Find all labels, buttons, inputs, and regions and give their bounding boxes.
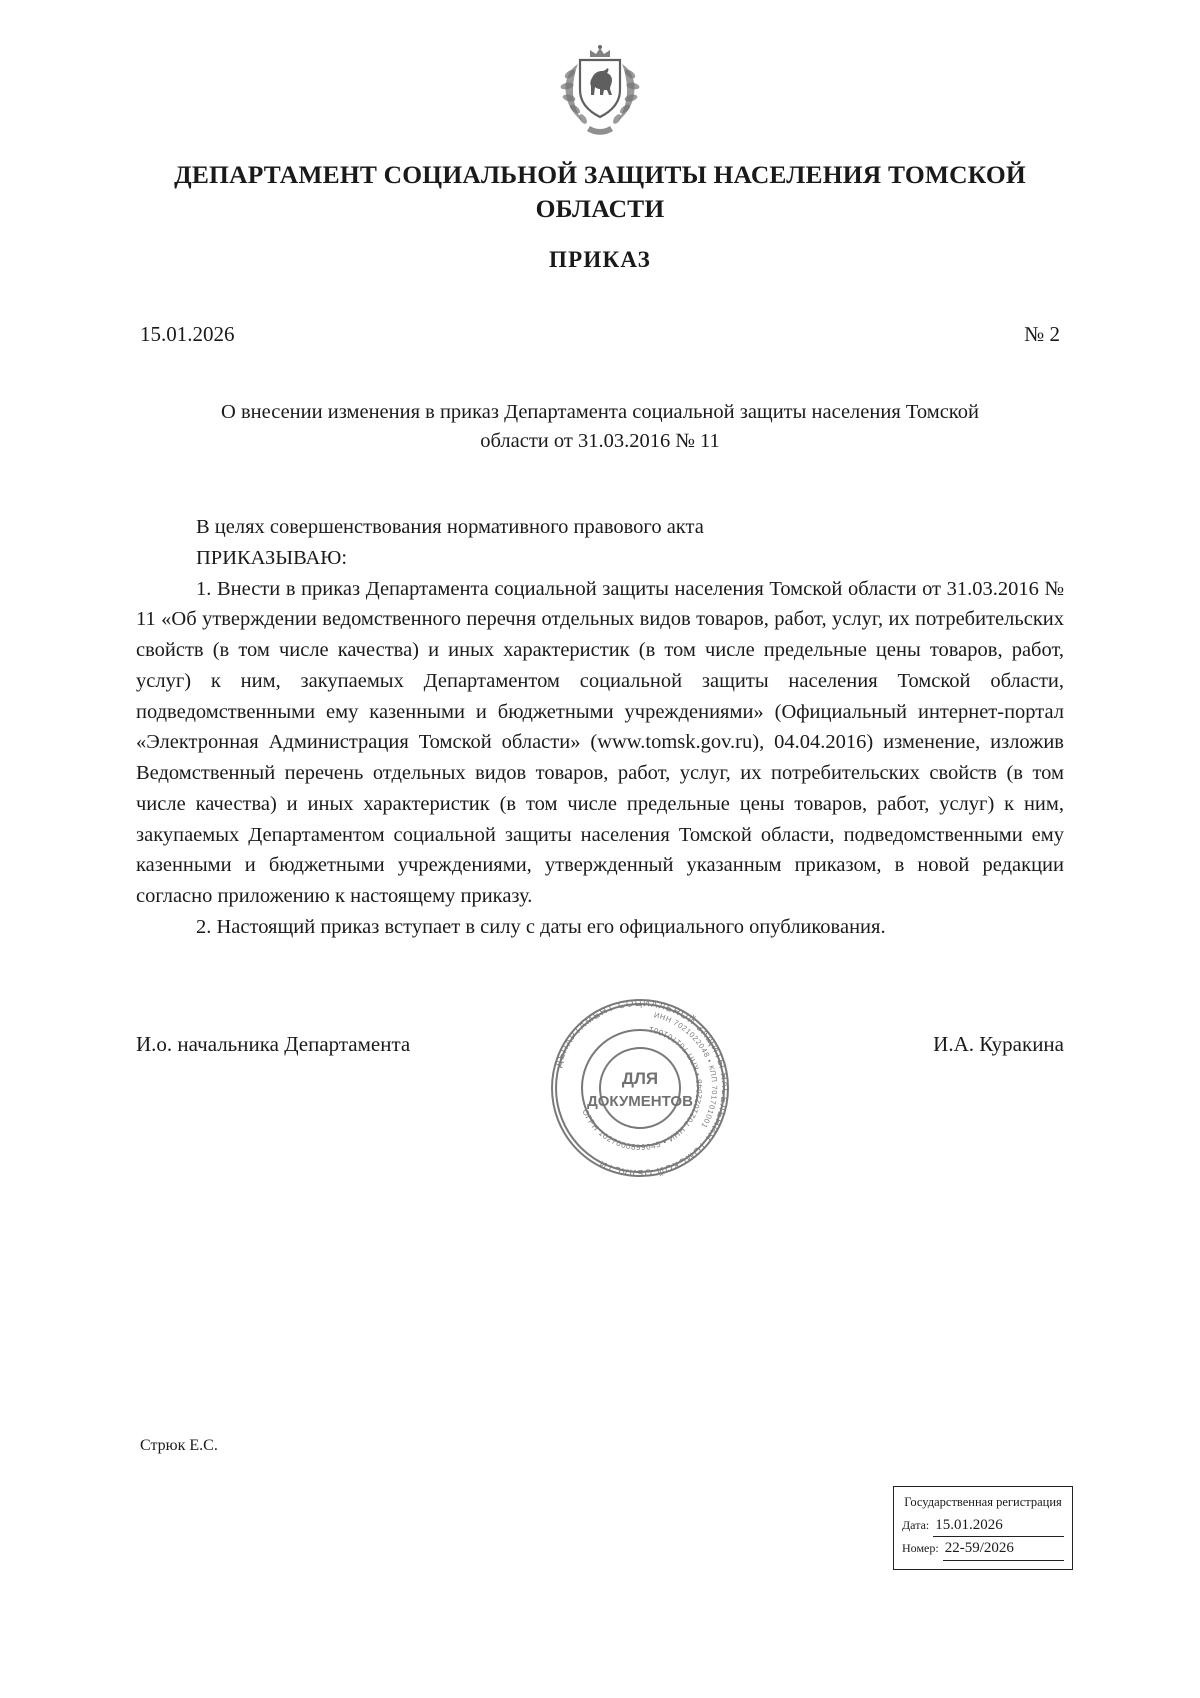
coat-of-arms-icon (546, 44, 654, 148)
department-title: ДЕПАРТАМЕНТ СОЦИАЛЬНОЙ ЗАЩИТЫ НАСЕЛЕНИЯ ТОМСКОЙ ОБЛАСТИ (174, 160, 1026, 223)
executor-name: Стрюк Е.С. (140, 1437, 218, 1454)
stamp-mid-text: ИНН 7021022048 • КПП 701701001 (652, 1010, 720, 1130)
state-registration-box (893, 1486, 1073, 1570)
body-item-1: 1. Внести в приказ Департамента социальной защиты населения Томской области от 31.03.2016 № 11 «Об утверждении ведомственного перечня отдельных видов товаров, работ, услуг, их потребительских свойств (в том числе качества) и иных характеристик (в том числе предельные цены товаров, работ, услуг) к ним, закупаемых Департаментом социальной защиты населения Томской области, подведомственными ему казенными и бюджетными учреждениями» (Официальный интернет-портал «Электронная Администрация Томской области» (www.tomsk.gov.ru), 04.04.2016) изменение, изложив Ведомственный перечень отдельных видов товаров, работ, услуг, их потребительских свойств (в том числе качества) и иных характеристик (в том числе предельные цены товаров, работ, услуг) к ним, закупаемых Департаментом социальной защиты населения Томской области, подведомственными ему казенными и бюджетными учреждениями, утвержденный указанным приказом, в новой редакции согласно приложению к настоящему приказу. (136, 577, 1064, 907)
document-meta-row (140, 322, 1060, 347)
registration-number-label: Номер: (902, 1541, 939, 1556)
stamp-inner-text: ОГРН 1027000899045 • ИНН 7021022048 • КПП 701701001 (580, 1024, 705, 1153)
document-number: № 2 (1024, 322, 1060, 346)
stamp-line-2: ДОКУМЕНТОВ (587, 1093, 693, 1110)
registration-title: Государственная регистрация (904, 1495, 1062, 1509)
stamp-outer-text: ДЕПАРТАМЕНТ СОЦИАЛЬНОЙ ЗАЩИТЫ НАСЕЛЕНИЯ ТОМСКОЙ ОБЛАСТИ (552, 997, 731, 1179)
registration-number-line (902, 1537, 1064, 1561)
registration-date-label: Дата: (902, 1517, 930, 1532)
document-kind: ПРИКАЗ (549, 247, 651, 272)
registration-number-value: 22-59/2026 (943, 1537, 1064, 1561)
document-body (136, 512, 1064, 943)
body-command: ПРИКАЗЫВАЮ: (196, 546, 348, 569)
document-subject: О внесении изменения в приказ Департамента социальной защиты населения Томской области от 31.03.2016 № 11 (221, 401, 979, 453)
signer-position: И.о. начальника Департамента (136, 1032, 411, 1056)
document-date: 15.01.2026 (140, 322, 235, 346)
registration-date-line (902, 1514, 1064, 1538)
signer-name: И.А. Куракина (933, 1032, 1064, 1056)
registration-date-value: 15.01.2026 (933, 1514, 1064, 1538)
official-stamp-icon (540, 988, 740, 1188)
stamp-line-1: ДЛЯ (621, 1069, 659, 1088)
signature-row (136, 1032, 1064, 1057)
emblem-container (0, 44, 1200, 148)
body-intro: В целях совершенствования нормативного правового акта (196, 516, 704, 538)
body-item-2: 2. Настоящий приказ вступает в силу с даты его официального опубликования. (196, 915, 886, 938)
